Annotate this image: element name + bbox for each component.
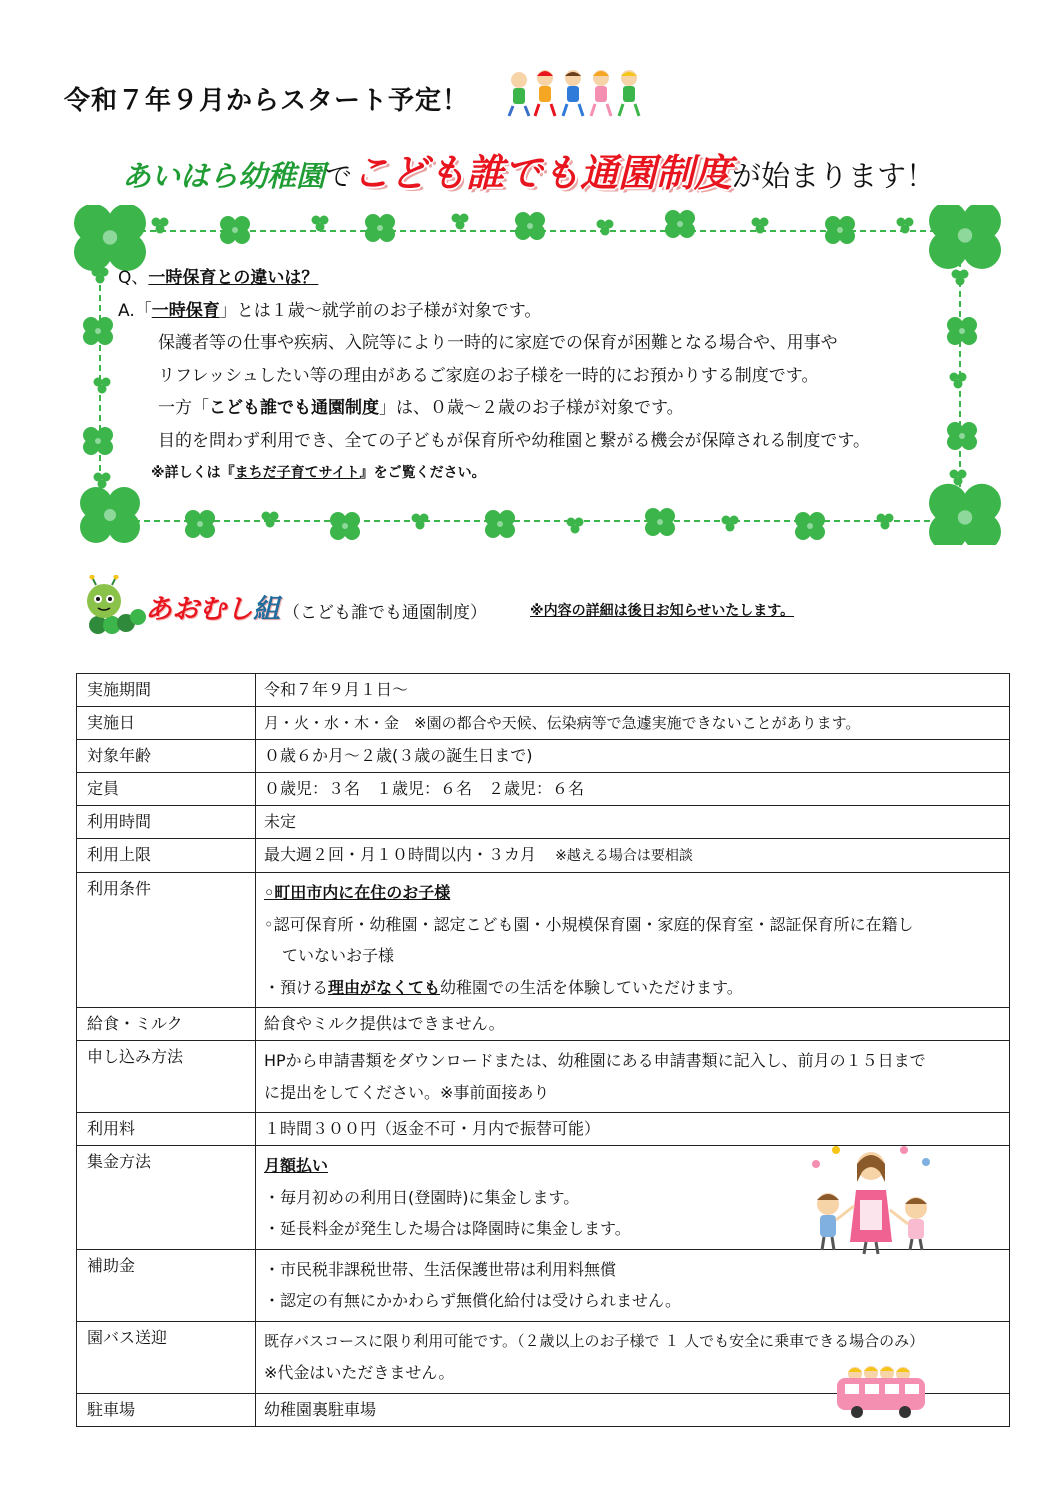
row-value: [256, 1041, 1010, 1113]
condition-1: ◦町田市内に在住のお子様: [264, 883, 451, 902]
subsidy-line-2: ・認定の有無にかかわらず無償化給付は受けられません。: [264, 1291, 681, 1310]
condition-3-pre: ・預ける: [264, 977, 329, 997]
answer-line: [118, 295, 958, 328]
condition-2: ◦認可保育所・幼稚園・認定こども園・小規模保育園・家庭的保育室・認証保育所に在籍し: [264, 914, 914, 934]
condition-2-cont: ていないお子様: [282, 946, 395, 965]
teacher-children-illustration: [796, 1142, 946, 1257]
line4-term: こども誰でも通園制度: [209, 398, 379, 418]
headline-particle: で: [325, 162, 353, 193]
answer-term: 一時保育: [151, 300, 220, 321]
apply-line-1: HPから申請書類をダウンロードまたは、幼稚園にある申請書類に記入し、前月の１５日まで: [264, 1051, 926, 1070]
subsidy-line-1: ・市民税非課税世帯、生活保護世帯は利用料無償: [264, 1259, 617, 1279]
row-label: 補助金: [77, 1249, 256, 1321]
row-label: 定員: [77, 773, 256, 806]
row-value: [256, 1321, 1010, 1393]
table-row: [77, 1249, 1010, 1321]
condition-3: [264, 972, 1001, 1004]
note-pre: ※詳しくは『: [151, 465, 235, 481]
row-label: 利用料: [77, 1113, 256, 1146]
row-label: 利用上限: [77, 839, 256, 873]
row-label: 申し込み方法: [77, 1041, 256, 1113]
row-label: 対象年齢: [77, 740, 256, 773]
row-label: 利用時間: [77, 806, 256, 839]
children-illustration: [505, 66, 645, 118]
table-row: [77, 1008, 1010, 1041]
school-bus-illustration: [831, 1360, 931, 1420]
reference-note: [118, 457, 958, 490]
answer-line-5: 目的を問わず利用でき、全ての子どもが保育所や幼稚園と繋がる機会が保障される制度です。: [158, 430, 870, 451]
headline-end: が始まります！: [732, 159, 936, 193]
table-row: [77, 873, 1010, 1008]
row-value: 月・火・水・木・金 ※園の都合や天候、伝染病等で急遽実施できないことがあります。: [256, 707, 1010, 740]
a-prefix: A.「: [118, 300, 152, 321]
school-name: あいはら幼稚園: [122, 159, 326, 193]
answer-line-2: 保護者等の仕事や疾病、入院等により一時的に家庭での保育が困難となる場合や、用事や: [158, 333, 838, 353]
row-value: 給食やミルク提供はできません。: [256, 1008, 1010, 1041]
line4-pre: 一方「: [158, 398, 209, 418]
table-row: [77, 740, 1010, 773]
row-label: 給食・ミルク: [77, 1008, 256, 1041]
collect-line-1: 月額払い: [264, 1156, 329, 1175]
row-label: 利用条件: [77, 873, 256, 1008]
caterpillar-icon: [80, 575, 150, 635]
limit-note: ※越える場合は要相談: [555, 848, 693, 864]
q-prefix: Q、: [118, 268, 149, 288]
row-value: 幼稚園裏駐車場: [256, 1393, 1010, 1426]
row-value: ０歳児：３名 １歳児：６名 ２歳児：６名: [256, 773, 1010, 806]
lead-text: 令和７年９月からスタート予定！: [64, 86, 470, 116]
row-value: [256, 839, 1010, 873]
bus-line-1: 既存バスコースに限り利用可能です。（２歳以上のお子様で １ 人でも安全に乗車できる場合のみ）: [264, 1331, 925, 1350]
headline: [122, 142, 942, 197]
machida-site-link[interactable]: まちだ子育てサイト: [234, 465, 360, 481]
class-title: [145, 587, 280, 626]
question-text: 一時保育との違いは？: [148, 268, 319, 288]
question-line: [118, 262, 958, 295]
table-row: [77, 806, 1010, 839]
condition-3-post: 幼稚園での生活を体験していただけます。: [440, 977, 743, 997]
row-label: 実施期間: [77, 674, 256, 707]
line4-post: 」は、０歳～２歳のお子様が対象です。: [379, 398, 684, 418]
note-post: 』をご覧ください。: [359, 465, 486, 481]
answer-line-3: リフレッシュしたい等の理由があるご家庭のお子様を一時的にお預かりする制度です。: [158, 365, 819, 386]
table-row: [77, 1321, 1010, 1393]
row-value: 令和７年９月１日～: [256, 674, 1010, 707]
collect-line-3: ・延長料金が発生した場合は降園時に集金します。: [264, 1219, 631, 1238]
table-row: [77, 707, 1010, 740]
info-table: [76, 673, 1010, 1427]
row-value: １時間３００円（返金不可・月内で振替可能）: [256, 1113, 1010, 1146]
row-label: 集金方法: [77, 1146, 256, 1250]
row-value: [256, 1249, 1010, 1321]
row-value: 未定: [256, 806, 1010, 839]
limit-value: 最大週２回・月１０時間以内・３カ月: [264, 845, 537, 864]
class-title-main: あおむし: [145, 594, 253, 625]
condition-3-underlined: 理由がなくても: [328, 977, 441, 997]
apply-line-2: に提出をしてください。※事前面接あり: [264, 1082, 550, 1102]
table-row: [77, 1041, 1010, 1113]
row-label: 駐車場: [77, 1393, 256, 1426]
answer-line-4: [118, 392, 958, 425]
table-row: [77, 1113, 1010, 1146]
table-row: [77, 773, 1010, 806]
class-subtitle: （こども誰でも通園制度）: [283, 603, 487, 623]
bus-line-2: ※代金はいただきません。: [264, 1363, 455, 1382]
table-row: [77, 674, 1010, 707]
class-title-kumi: 組: [253, 594, 280, 625]
table-row: [77, 839, 1010, 873]
row-label: 園バス送迎: [77, 1321, 256, 1393]
program-name: こども誰でも通園制度: [352, 151, 733, 195]
row-label: 実施日: [77, 707, 256, 740]
qa-box: [118, 262, 958, 490]
row-value: [256, 873, 1010, 1008]
table-row: [77, 1146, 1010, 1250]
collect-line-2: ・毎月初めの利用日(登園時)に集金します。: [264, 1187, 580, 1207]
row-value: ０歳６か月～２歳(３歳の誕生日まで): [256, 740, 1010, 773]
answer-rest: 」とは１歳～就学前のお子様が対象です。: [219, 300, 542, 321]
row-value: [256, 1146, 1010, 1250]
details-notice: ※内容の詳細は後日お知らせいたします。: [530, 603, 795, 619]
